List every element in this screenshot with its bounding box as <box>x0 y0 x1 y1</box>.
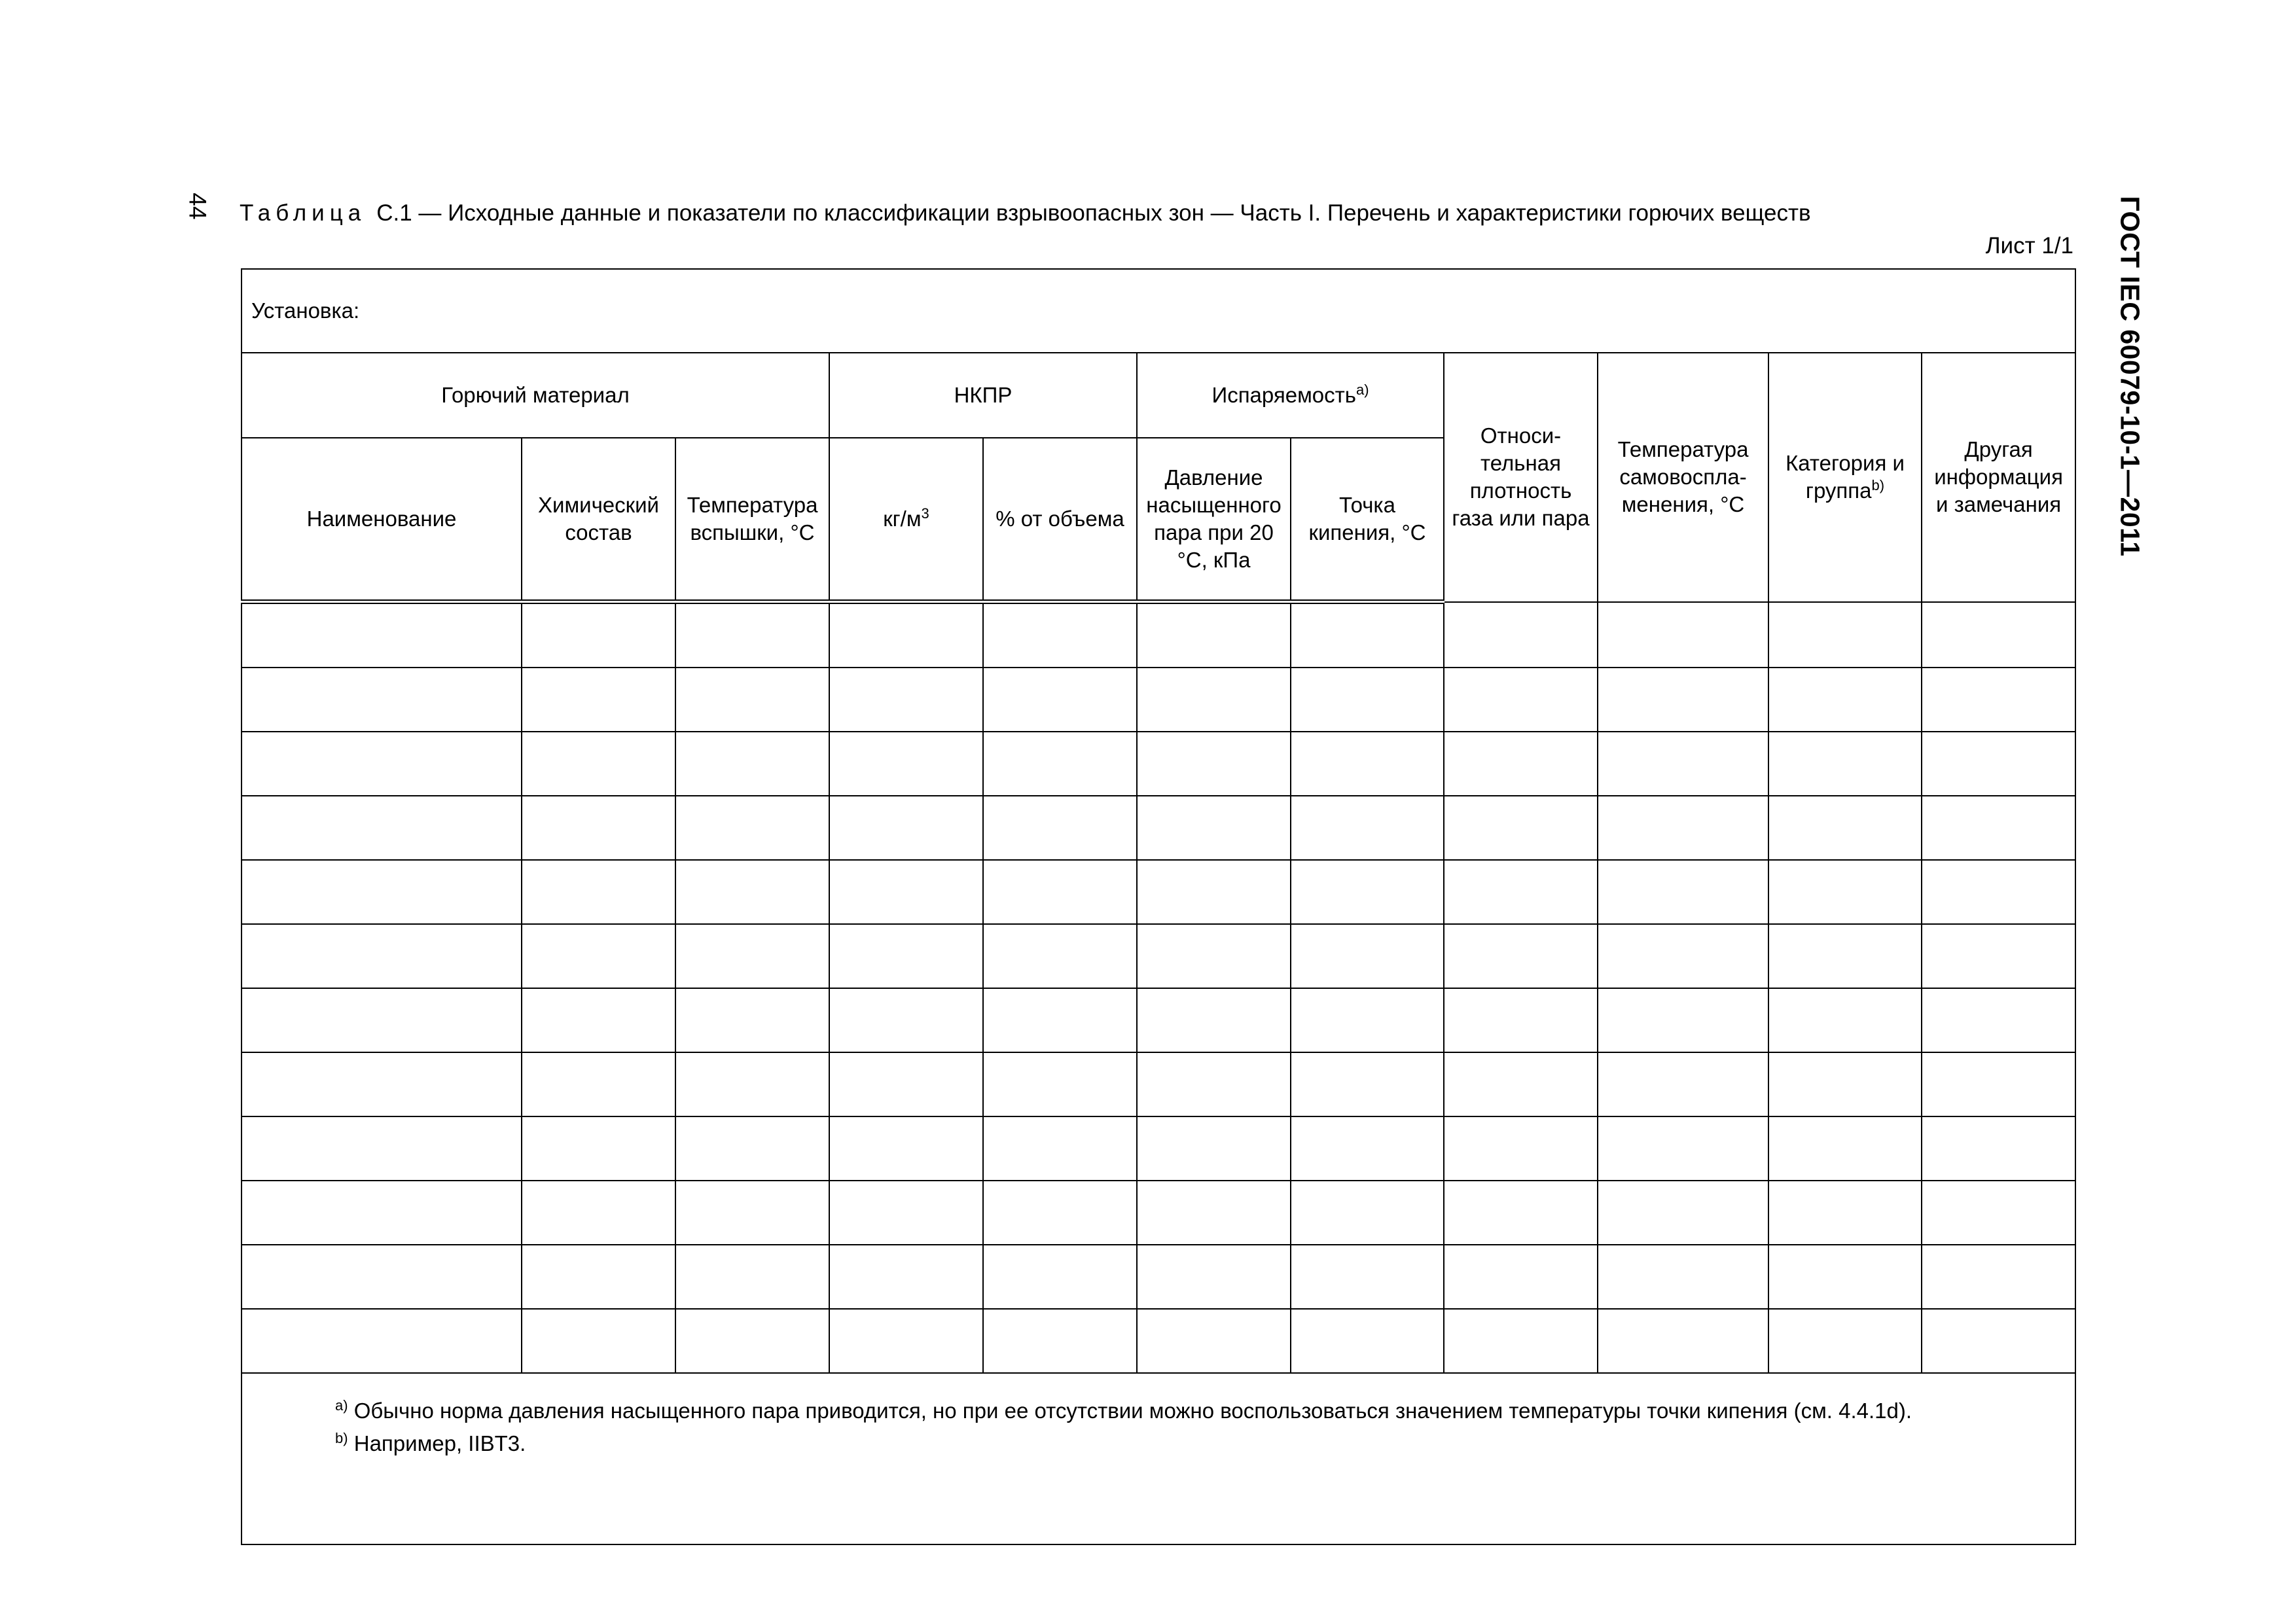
table-cell <box>1598 796 1768 860</box>
table-cell <box>983 668 1137 732</box>
table-cell <box>1768 1116 1922 1181</box>
table-cell <box>1137 860 1291 924</box>
table-cell <box>829 602 983 668</box>
col-relative-density: Относи-тельная плотность газа или пара <box>1444 353 1598 602</box>
table-row <box>242 796 2075 860</box>
table-cell <box>1137 732 1291 796</box>
table-cell <box>829 1052 983 1116</box>
table-cell <box>1291 668 1444 732</box>
table-cell <box>829 988 983 1052</box>
table-cell <box>1922 1116 2075 1181</box>
table-cell <box>1137 796 1291 860</box>
table-cell <box>242 602 522 668</box>
table-cell <box>1291 1309 1444 1373</box>
table-row <box>242 988 2075 1052</box>
table-cell <box>1291 1052 1444 1116</box>
table-cell <box>1137 924 1291 988</box>
group-volatility <box>1137 353 1444 438</box>
table-cell <box>1444 1309 1598 1373</box>
table-cell <box>1444 602 1598 668</box>
table-cell <box>1768 1052 1922 1116</box>
table-cell <box>1598 668 1768 732</box>
table-cell <box>1598 1116 1768 1181</box>
table-cell <box>1444 988 1598 1052</box>
table-cell <box>242 1245 522 1309</box>
table-cell <box>1137 1309 1291 1373</box>
table-cell <box>1444 1052 1598 1116</box>
table-cell <box>1922 1181 2075 1245</box>
table-cell <box>1598 732 1768 796</box>
table-cell <box>1444 1181 1598 1245</box>
table-cell <box>983 924 1137 988</box>
table-cell <box>1444 668 1598 732</box>
table-cell <box>522 1181 675 1245</box>
table-cell <box>983 602 1137 668</box>
table-row <box>242 1116 2075 1181</box>
table-cell <box>1291 988 1444 1052</box>
table-cell <box>522 1245 675 1309</box>
table-cell <box>1598 988 1768 1052</box>
table-cell <box>1922 988 2075 1052</box>
table-cell <box>1598 924 1768 988</box>
table-cell <box>1137 1052 1291 1116</box>
col-kg-per-m3 <box>829 438 983 602</box>
table-cell <box>1768 988 1922 1052</box>
table-row <box>242 602 2075 668</box>
table-cell <box>983 1245 1137 1309</box>
table-cell <box>1598 1052 1768 1116</box>
table-cell <box>242 988 522 1052</box>
table-cell <box>522 732 675 796</box>
installation-label: Установка: <box>242 269 2075 353</box>
table-cell <box>1444 1116 1598 1181</box>
footnote-b-mark: b) <box>335 1430 348 1446</box>
table-cell <box>829 796 983 860</box>
table-row <box>242 1052 2075 1116</box>
table-cell <box>1291 602 1444 668</box>
table-cell <box>522 1052 675 1116</box>
col-vapor-pressure: Давление насыщенного пара при 20 °C, кПа <box>1137 438 1291 602</box>
table-cell <box>522 1309 675 1373</box>
table-cell <box>1768 924 1922 988</box>
table-cell <box>1768 796 1922 860</box>
page-number: 44 <box>184 192 211 220</box>
col-percent-volume: % от объема <box>983 438 1137 602</box>
group-nkpr: НКПР <box>829 353 1137 438</box>
table-cell <box>522 924 675 988</box>
table-cell <box>1291 924 1444 988</box>
table-cell <box>675 1245 829 1309</box>
table-cell <box>1598 1309 1768 1373</box>
table-cell <box>829 668 983 732</box>
table-cell <box>522 668 675 732</box>
table-cell <box>675 988 829 1052</box>
table-cell <box>242 924 522 988</box>
table-cell <box>675 602 829 668</box>
table-cell <box>983 1052 1137 1116</box>
table-cell <box>1922 668 2075 732</box>
col-autoignition-temperature: Температура самовоспла-менения, °C <box>1598 353 1768 602</box>
table-cell <box>675 1181 829 1245</box>
table-cell <box>983 796 1137 860</box>
table-cell <box>1291 1116 1444 1181</box>
table-caption <box>240 200 1811 226</box>
table-cell <box>1922 1309 2075 1373</box>
table-cell <box>1768 1309 1922 1373</box>
table-cell <box>675 1116 829 1181</box>
col-flash-point: Температура вспышки, °C <box>675 438 829 602</box>
table-cell <box>242 860 522 924</box>
table-cell <box>675 924 829 988</box>
table-row <box>242 1309 2075 1373</box>
volatility-footnote-mark: a) <box>1355 382 1369 398</box>
col-chemical-composition: Химический состав <box>522 438 675 602</box>
footnote-b <box>257 1430 2060 1457</box>
table-cell <box>1768 602 1922 668</box>
table-cell <box>1444 860 1598 924</box>
table-cell <box>829 1309 983 1373</box>
table-cell <box>1598 602 1768 668</box>
table-cell <box>983 732 1137 796</box>
table-cell <box>675 796 829 860</box>
table-cell <box>1922 924 2075 988</box>
sheet-label: Лист 1/1 <box>1985 233 2073 259</box>
table-row <box>242 732 2075 796</box>
table-cell <box>1137 1181 1291 1245</box>
table-cell <box>1291 860 1444 924</box>
table-cell <box>829 924 983 988</box>
col-name: Наименование <box>242 438 522 602</box>
table-cell <box>242 796 522 860</box>
table-cell <box>1768 1245 1922 1309</box>
table-cell <box>242 668 522 732</box>
table-cell <box>522 602 675 668</box>
kg-m3-label: кг/м <box>883 507 922 531</box>
table-cell <box>675 668 829 732</box>
table-cell <box>829 1116 983 1181</box>
table-cell <box>242 1052 522 1116</box>
table-cell <box>829 1181 983 1245</box>
table-cell <box>1137 668 1291 732</box>
table-cell <box>1137 602 1291 668</box>
table-cell <box>829 1245 983 1309</box>
volatility-label: Испаряемость <box>1211 383 1356 407</box>
footnote-a-mark: a) <box>335 1397 348 1414</box>
standard-code: ГОСТ IEC 60079-10-1—2011 <box>2115 196 2145 557</box>
table-cell <box>522 796 675 860</box>
footnotes <box>242 1373 2075 1544</box>
table-cell <box>1444 796 1598 860</box>
table-cell <box>522 1116 675 1181</box>
table-cell <box>242 1309 522 1373</box>
substances-table <box>241 268 2076 1545</box>
footnote-b-text: Например, IIBT3. <box>353 1431 526 1455</box>
table-cell <box>242 732 522 796</box>
col-boiling-point: Точка кипения, °C <box>1291 438 1444 602</box>
table-cell <box>242 1181 522 1245</box>
table-cell <box>522 860 675 924</box>
footnote-a-text: Обычно норма давления насыщенного пара приводится, но при ее отсутствии можно воспользоваться значением температуры точки кипения (см. 4.4.1d). <box>353 1399 1912 1423</box>
table-cell <box>983 988 1137 1052</box>
caption-text: С.1 — Исходные данные и показатели по классификации взрывоопасных зон — Часть I. Перечень и характеристики горючих веществ <box>376 200 1811 226</box>
col-category-group <box>1768 353 1922 602</box>
table-cell <box>1922 796 2075 860</box>
table-cell <box>1922 1052 2075 1116</box>
table-cell <box>1444 924 1598 988</box>
table-cell <box>983 1116 1137 1181</box>
table-cell <box>1922 1245 2075 1309</box>
table-cell <box>675 732 829 796</box>
table-cell <box>1768 1181 1922 1245</box>
table-cell <box>675 1309 829 1373</box>
table-row <box>242 1245 2075 1309</box>
table-cell <box>1291 1245 1444 1309</box>
table-cell <box>1768 732 1922 796</box>
table-cell <box>1922 860 2075 924</box>
table-row <box>242 860 2075 924</box>
table-cell <box>242 1116 522 1181</box>
table-cell <box>675 860 829 924</box>
table-cell <box>522 988 675 1052</box>
col-other-info: Другая информация и замечания <box>1922 353 2075 602</box>
table-cell <box>1444 732 1598 796</box>
table-cell <box>1137 1245 1291 1309</box>
table-cell <box>1598 860 1768 924</box>
group-combustible-material: Горючий материал <box>242 353 829 438</box>
table-cell <box>1598 1181 1768 1245</box>
table-cell <box>983 860 1137 924</box>
caption-label: Таблица <box>240 200 367 226</box>
table-row <box>242 924 2075 988</box>
table-cell <box>675 1052 829 1116</box>
table-row <box>242 1181 2075 1245</box>
table-cell <box>1768 860 1922 924</box>
table-cell <box>1922 602 2075 668</box>
table-cell <box>1768 668 1922 732</box>
table-cell <box>829 732 983 796</box>
category-label: Категория и группа <box>1785 451 1905 503</box>
table-cell <box>1291 796 1444 860</box>
table-row <box>242 668 2075 732</box>
table-cell <box>1922 732 2075 796</box>
table-cell <box>1137 988 1291 1052</box>
table-cell <box>983 1309 1137 1373</box>
footnote-a <box>257 1397 2060 1425</box>
table-cell <box>983 1181 1137 1245</box>
table-cell <box>1444 1245 1598 1309</box>
table-cell <box>829 860 983 924</box>
category-footnote-mark: b) <box>1871 477 1885 494</box>
table-cell <box>1291 1181 1444 1245</box>
table-cell <box>1291 732 1444 796</box>
table-cell <box>1598 1245 1768 1309</box>
table-cell <box>1137 1116 1291 1181</box>
kg-m3-exponent: 3 <box>921 505 929 522</box>
